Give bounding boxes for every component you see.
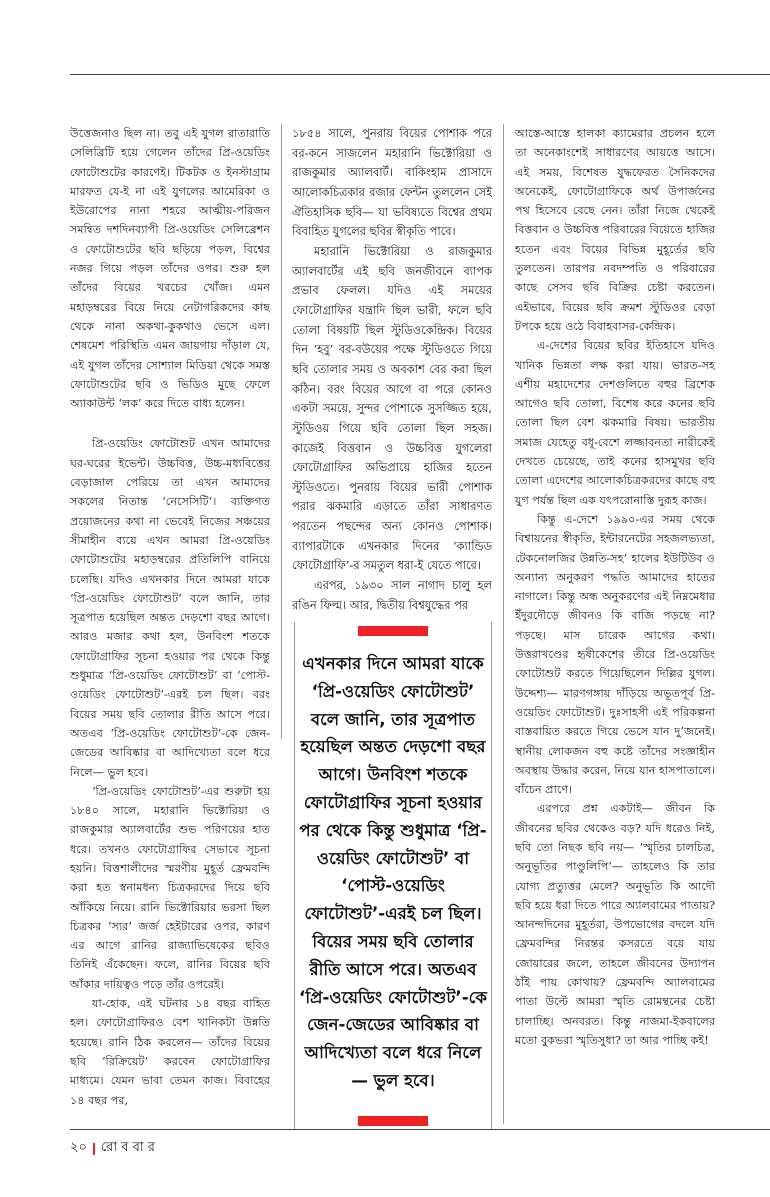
column-divider xyxy=(503,124,504,1124)
article-paragraph: ১৮৫৪ সালে, পুনরায় বিয়ের পোশাক পরে বর-কনে সাজলেন মহারানি ভিক্টোরিয়া ও রাজকুমার অ্যালবার্ট। বাকিংহাম প্রাসাদে আলোকচিত্রকার রজার ফেন্টন তুললেন সেই ঐতিহাসিক ছবি— যা ভবিষ্যতে বিশ্বের প্রথম বিবাহিত যুগলের ছবির স্বীকৃতি পাবে। xyxy=(292,126,492,239)
footer-rule xyxy=(70,1129,770,1130)
article-paragraph: মহারানি ভিক্টোরিয়া ও রাজকুমার অ্যালবার্টের এই ছবি জনজীবনে ব্যাপক প্রভাব ফেলল। যদিও এই সময়ের ফোটোগ্রাফির যন্ত্রাদি ছিল ভারী, ফলে ছবি তোলা বিষয়টি ছিল স্টুডিওকেন্দ্রিক। বিয়ের দিন ‘হবু’ বর-বউয়ের পক্ষে স্টুডিওতে গিয়ে ছবি তোলার সময় ও অবকাশ বের করা ছিল কঠিন। বরং বিয়ের আগে বা পরে কোনও একটা সময়ে, সুন্দর পোশাকে সুসজ্জিত হয়ে, স্টুডিওয় গিয়ে ছবি তোলা ছিল সহজ। কাজেই বিত্তবান ও উচ্চবিত্ত যুগলেরা ফোটোগ্রাফির অভিপ্রায়ে হাজির হতেন স্টুডিওতে। পুনরায় বিয়ের ভারী পোশাক পরার ঝকমারি এড়াতে তাঁরা সাধারণত পরতেন পছন্দের অন্য কোনও পোশাক। ব্যাপারটাকে এখনকার দিনের ‘ক্যান্ডিড ফোটোগ্রাফি’-র সমতুল ধরা-ই যেতে পারে। xyxy=(292,243,492,573)
article-column-2 xyxy=(292,124,492,615)
pull-quote-top-bar xyxy=(358,626,428,636)
magazine-name: রো ব বা র xyxy=(100,1140,155,1155)
article-paragraph: ‘প্রি-ওয়েডিং ফোটোশুট’-এর শুরুটা হয় ১৮৪০ সালে, মহারানি ভিক্টোরিয়া ও রাজকুমার অ্যালবার্টের শুভ পরিণয়ের হাত ধরে। তখনও ফোটোগ্রাফির সেভাবে সূচনা হয়নি। বিত্তশালীদের স্মরণীয় মুহূর্ত ফ্রেমবন্দি করা হত স্বনামধন্য চিত্রকরদের দিয়ে ছবি আঁকিয়ে নিয়ে। রানি ভিক্টোরিয়ার ভরসা ছিল চিত্রকর ‘স্যর’ জর্জ হেইটারের ওপর, কারণ এর আগে রানির রাজ্যাভিষেকের ছবিও তিনিই এঁকেছেন। ফলে, রানির বিয়ের ছবি আঁকার দায়িত্বও পড়ে তাঁর ওপরেই। xyxy=(70,784,270,991)
article-paragraph: এরপরে প্রশ্ন একটাই— জীবন কি জীবনের ছবির থেকেও বড়? যদি ধরেও নিই, ছবি তো নিছক ছবি নয়— ‘স্মৃতির চালচিত্র, অনুভূতির পাণ্ডুলিপি’— তাহলেও কি তার যোগ্য প্রত্যুত্তর মেলে? অনুভূতি কি আদৌ ছবি হয়ে ধরা দিতে পারে অ্যালবামের পাতায়? আনন্দদিনের মুহূর্তরা, উপভোগের বদলে যদি ফ্রেমবন্দির নিরন্তর কসরতে বয়ে যায় জোয়ারের জলে, তাহলে জীবনের উদ্যাপন ঠাঁই পায় কোথায়? ফ্রেমবন্দি অ্যালবামের পাতা উল্টে আমরা স্মৃতি রোমন্থনের চেষ্টা চালাচ্ছি। অনবরত। কিন্তু নাজমা-ইকবালের মতো বুকভরা স্মৃতিসুধা? তা আর পাচ্ছি কই! xyxy=(515,802,715,1047)
column-divider xyxy=(281,124,282,739)
pull-quote-text: এখনকার দিনে আমরা যাকে ‘প্রি-ওয়েডিং ফোটোশুট’ বলে জানি, তার সূত্রপাত হয়েছিল অন্তত দেড়শো বছর আগে। উনবিংশ শতকে ফোটোগ্রাফির সূচনা হওয়ার পর থেকে কিন্তু শুধুমাত্র ‘প্রি-ওয়েডিং ফোটোশুট’ বা ‘পোস্ট-ওয়েডিং ফোটোশুট’-এরই চল ছিল। বিয়ের সময় ছবি তোলার রীতি আসে পরে। অতএব ‘প্রি-ওয়েডিং ফোটোশুট’-কে জেন-জেডের আবিষ্কার বা আদিখ্যেতা বলে ধরে নিলে— ভুল হবে। xyxy=(299,654,487,1090)
article-paragraph: এরপর, ১৯৩০ সাল নাগাদ চালু হল রঙিন ফিল্ম। আর, দ্বিতীয় বিশ্বযুদ্ধের পর xyxy=(292,578,492,612)
page-number: ২০ xyxy=(70,1140,87,1155)
page-footer xyxy=(70,1138,155,1159)
folio-separator xyxy=(93,1143,95,1155)
article-paragraph: যা-হোক, এই ঘটনার ১৪ বছর বাহিত হল। ফোটোগ্রাফিরও বেশ খানিকটা উন্নতি হয়েছে। রানি ঠিক করলেন— তাঁদের বিয়ের ছবি ‘রিক্রিয়েট’ করবেন ফোটোগ্রাফির মাধ্যমে। যেমন ভাবা তেমন কাজ। বিবাহের ১৪ বছর পর, xyxy=(70,997,270,1107)
article-column-1 xyxy=(70,124,270,1110)
article-paragraph: কিন্তু এ-দেশে ১৯৯০-এর সময় থেকে বিশ্বায়নের স্বীকৃতি, ইন্টারনেটের সহজলভ্যতা, টেকনোলজির উন্নতি-সহ’ হালের ইউটিউব ও অন্যান্য অনুকরণ পদ্ধতি আমাদের হাতের নাগালে। কিন্তু অন্ধ অনুকরণের এই নিম্নমেধার ইঁদুরদৌড়ে জীবনও কি বাজি পড়ছে না? পড়ছে। মাস চারেক আগের কথা। উত্তরাখণ্ডের হৃষীকেশের তীরে প্রি-ওয়েডিং ফোটোশুট করতে গিয়েছিলেন দিল্লির যুগল। উদ্দেশ্য— মারণগঙ্গায় দাঁড়িয়ে অভূতপূর্ব প্রি-ওয়েডিং ফোটোশুট। দুঃসাহসী এই পরিকল্পনা বাস্তবায়িত করতে গিয়ে ভেসে যান দু’জনেই। স্থানীয় লোকজন বহু কষ্টে তাঁদের সংজ্ঞাহীন অবস্থায় উদ্ধার করেন, নিয়ে যান হাসপাতালে। বাঁচেন প্রাণে। xyxy=(515,512,715,797)
article-paragraph: আস্তে-আস্তে হালকা ক্যামেরার প্রচলন হলে তা অনেকাংশেই সাধারণের আয়ত্তে আসে। এই সময়, বিশেষত যুদ্ধফেরত সৈনিকদের অনেকেই, ফোটোগ্রাফিকে অর্থ উপার্জনের পথ হিসেবে বেছে নেন। তাঁরা নিজে থেকেই বিত্তবান ও উচ্চবিত্ত পরিবারের বিয়েতে হাজির হতেন এবং বিয়ের বিভিন্ন মুহূর্তের ছবি তুলতেন। তারপর নবদম্পতি ও পরিবারের কাছে সেসব ছবি বিক্রির চেষ্টা করতেন। এইভাবে, বিয়ের ছবি ক্রমশ স্টুডিওর বেড়া টপকে হয়ে ওঠে বিবাহবাসর-কেন্দ্রিক। xyxy=(515,127,715,333)
article-paragraph: এ-দেশের বিয়ের ছবির ইতিহাসে যদিও খানিক ভিন্নতা লক্ষ করা যায়। ভারত-সহ এশীয় মহাদেশের দেশগুলিতে বহুর ব্রিশেক আগেও ছবি তোলা, বিশেষ করে কনের ছবি তোলা ছিল বেশ ঝকমারি বিষয়। ভারতীয় সমাজ যেহেতু বধূ-বেশে লজ্জাবনতা নারীকেই দেখতে চেয়েছে, তাই কনের হাসমুখর ছবি তোলা এদেশের আলোকচিত্রকরদের কাছে বহু যুগ পর্যন্ত ছিল এক যৎপরোনাস্তি দুরূহ কাজ। xyxy=(515,339,715,507)
pull-quote xyxy=(294,622,492,1130)
article-paragraph: উত্তেজনাও ছিল না। তবু এই যুগল রাতারাতি সেলিব্রিটি হয়ে গেলেন তাঁদের প্রি-ওয়েডিং ফোটোশুটের কারণেই। টিকটক ও ইনস্টাগ্রাম মারফত যে-ই না এই যুগলের আমেরিকা ও ইউরোপের নানা শহরে আত্মীয়-পরিজন সমন্বিত দশদিনব্যাপী প্রি-ওয়েডিং সেলিব্রেশন ও ফোটোশুটের ছবি ছড়িয়ে পড়ল, বিশ্বের নজর গিয়ে পড়ল তাঁদের ওপর। শুরু হল তাঁদের বিয়ের খরচের খোঁজ। এমন মহাড়ম্বরের বিয়ে নিয়ে নেটাগরিকদের কাছ থেকে নানা অকথা-কুকথাও ভেসে এল। শেষমেশ পরিস্থিতি এমন জায়গায় দাঁড়াল যে, এই যুগল তাঁদের সোশ্যাল মিডিয়া থেকে সমস্ত ফোটোশুটের ছবি ও ভিডিও মুছে ফেলে অ্যাকাউন্ট ‘লক’ করে দিতে বাধ্য হলেন। xyxy=(70,127,270,411)
header-rule xyxy=(70,74,770,75)
article-column-3 xyxy=(515,124,715,1050)
article-paragraph: প্রি-ওয়েডিং ফোটোশুট এখন আমাদের ঘর-ঘরের ইভেন্ট। উচ্চবিত্ত, উচ্চ-মধ্যবিত্তের বেড়াজাল পেরিয়ে তা এখন আমাদের সকলের নিতান্ত ‘নেসেসিটি’। ব্যক্তিগত প্রয়োজনের কথা না ভেবেই নিজের সঞ্চয়ের সীমাহীন ব্যয়ে এখন আমরা প্রি-ওয়েডিং ফোটোশুটের মহাড়ম্বরের প্রতিলিপি বানিয়ে চলেছি। যদিও এখনকার দিনে আমরা যাকে ‘প্রি-ওয়েডিং ফোটোশুট’ বলে জানি, তার সূত্রপাত হয়েছিল অন্তত দেড়শো বছর আগে। আরও মজার কথা হল, উনবিংশ শতকে ফোটোগ্রাফির সূচনা হওয়ার পর থেকে কিন্তু শুধুমাত্র ‘প্রি-ওয়েডিং ফোটোশুট’ বা ‘পোস্ট-ওয়েডিং ফোটোশুট’-এরই চল ছিল। বরং বিয়ের সময় ছবি তোলার রীতি আসে পরে। অতএব ‘প্রি-ওয়েডিং ফোটোশুট’-কে জেন-জেডের আবিষ্কার বা আদিখ্যেতা বলে ধরে নিলে— ভুল হবে। xyxy=(70,437,270,779)
pull-quote-bottom-bar xyxy=(358,1116,428,1126)
